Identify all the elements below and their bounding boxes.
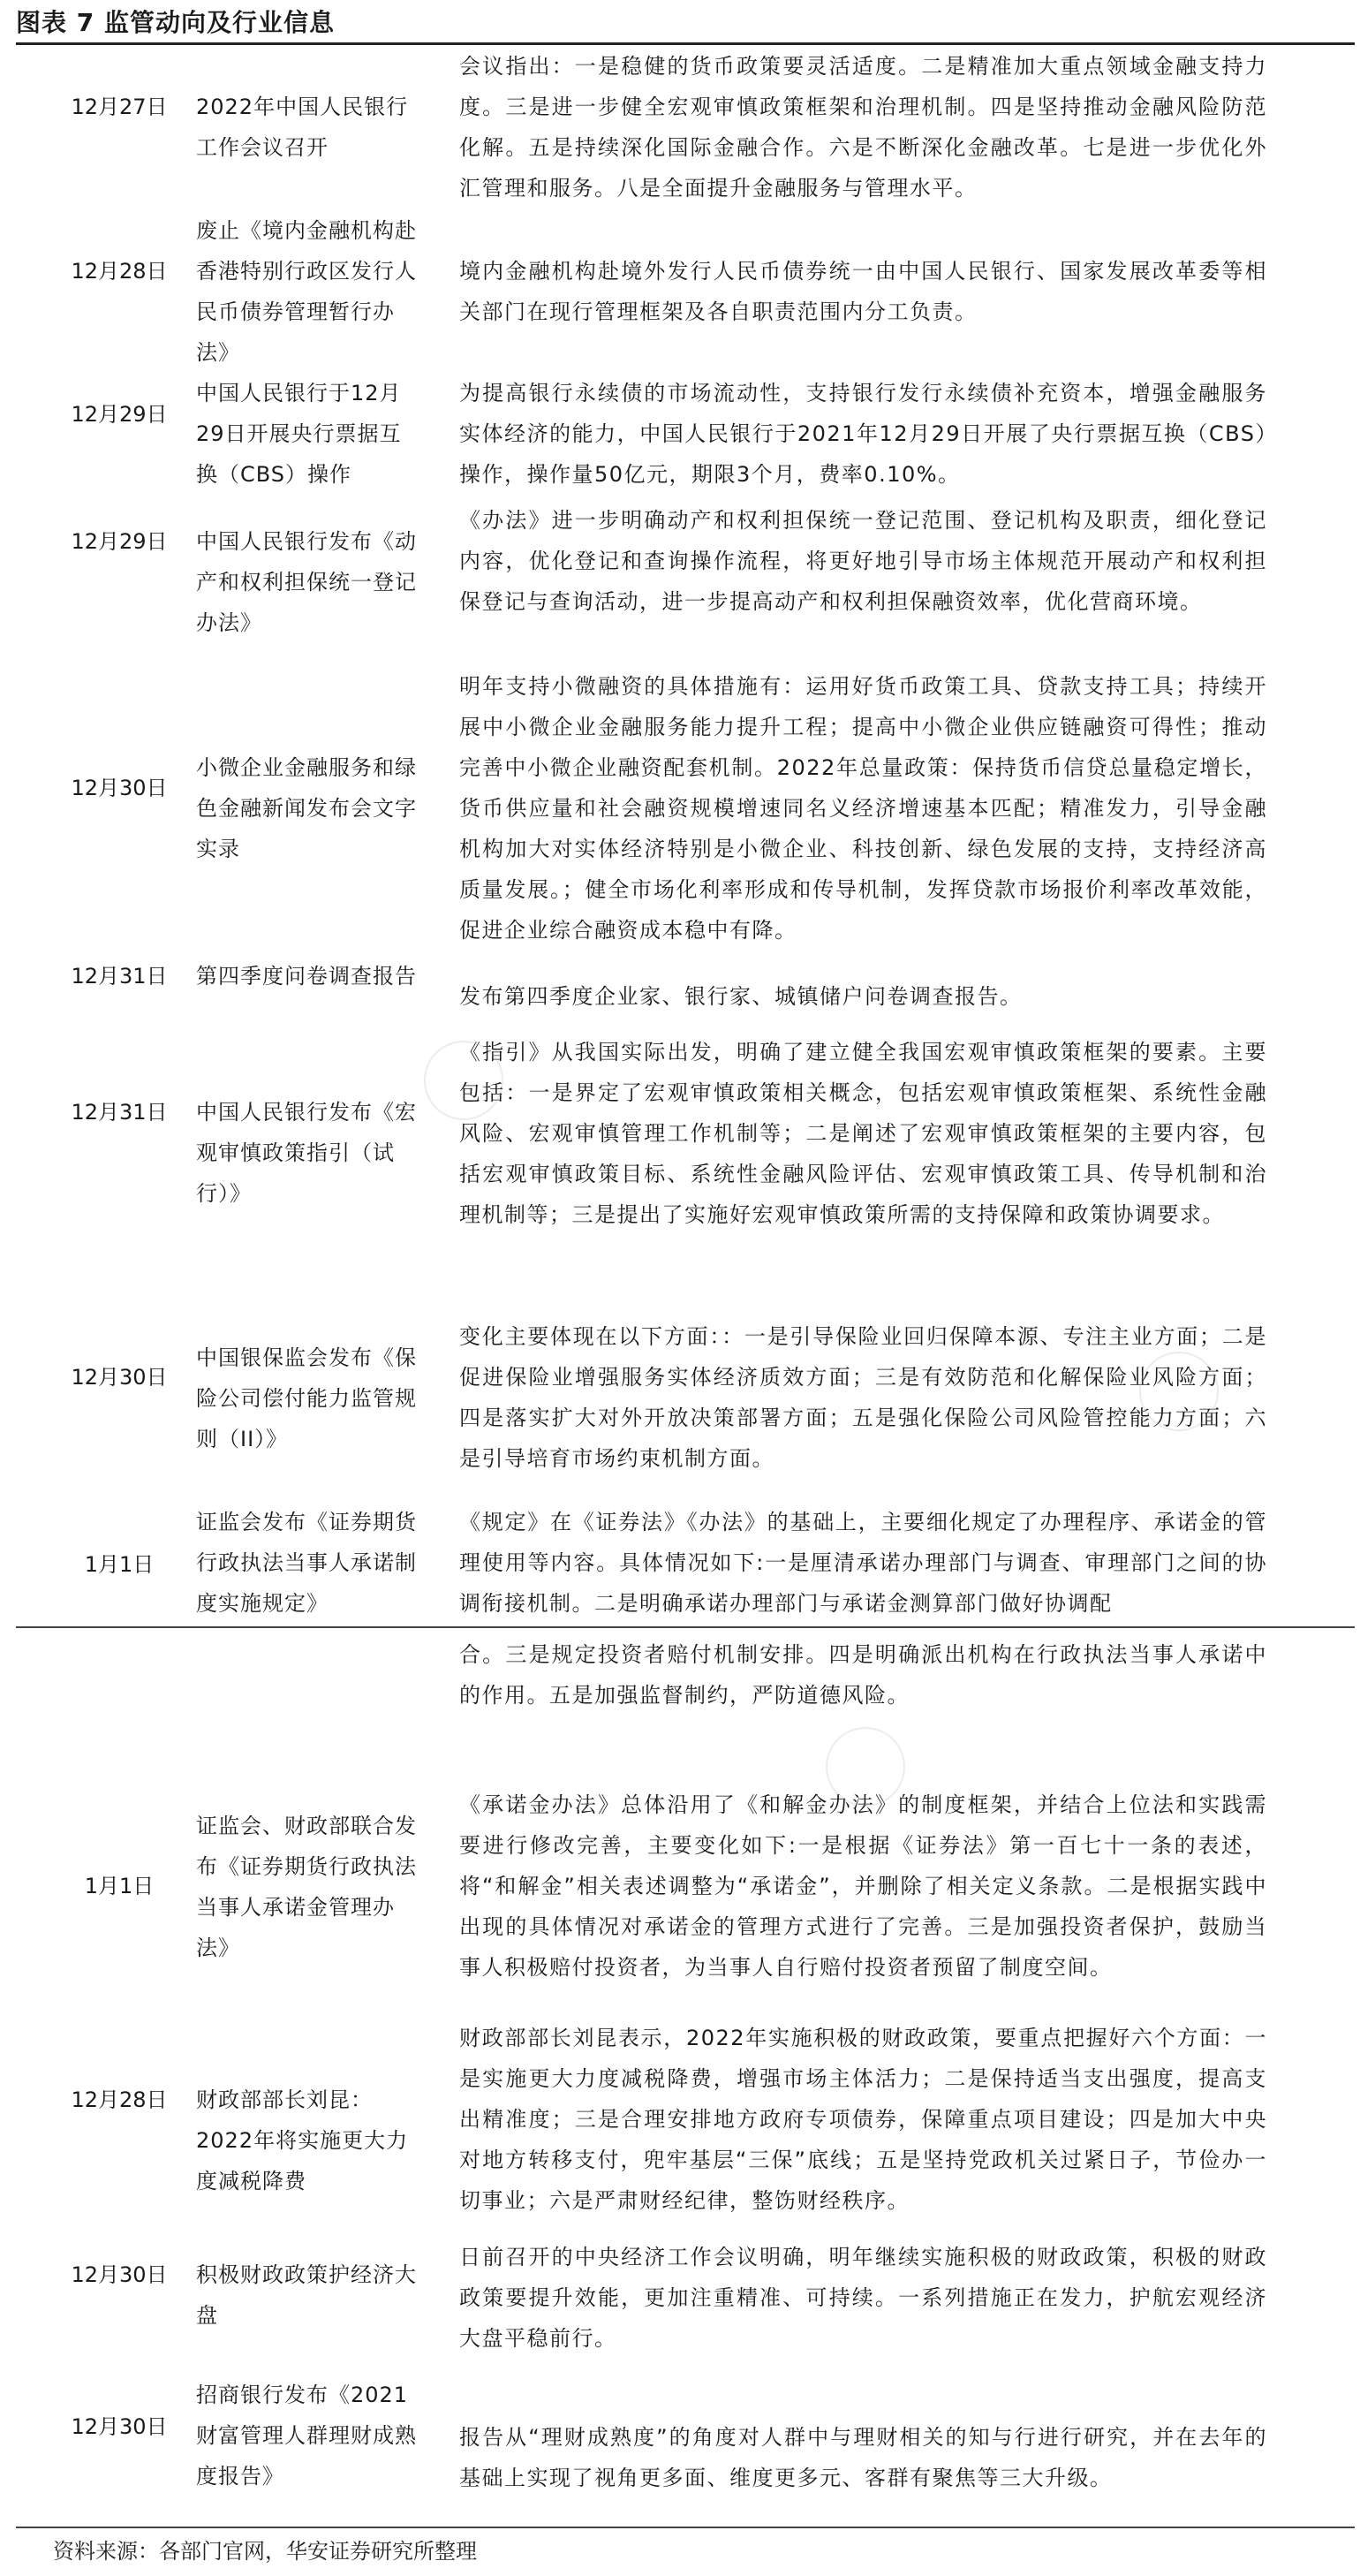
watermark-icon (826, 1727, 905, 1807)
row-event: 中国人民银行发布《动产和权利担保统一登记办法》 (196, 529, 417, 635)
row-date: 1月1日 (84, 1874, 155, 1898)
row-content: 会议指出：一是稳健的货币政策要灵活适度。二是精准加大重点领域金融支持力度。三是进一步健全宏观审慎政策框架和治理机制。四是坚持推动金融风险防范化解。五是持续深化国际金融合作。六是不断深化金融改革。七是进一步优化外汇管理和服务。八是全面提升金融服务与管理水平。 (459, 54, 1267, 201)
row-event: 2022年中国人民银行工作会议召开 (196, 95, 409, 160)
row-content: 变化主要体现在以下方面：：一是引导保险业回归保障本源、专注主业方面；二是促进保险业增强服务实体经济质效方面；三是有效防范和化解保险业风险方面；四是落实扩大对外开放决策部署方面；五是强化保险公司风险管控能力方面；六是引导培育市场约束机制方面。 (459, 1324, 1267, 1471)
row-content: 日前召开的中央经济工作会议明确，明年继续实施积极的财政政策，积极的财政政策要提升效能，更加注重精准、可持续。一系列措施正在发力，护航宏观经济大盘平稳前行。 (459, 2245, 1267, 2351)
row-date: 12月30日 (71, 2262, 168, 2287)
row-content: 《指引》从我国实际出发，明确了建立健全我国宏观审慎政策框架的要素。主要包括：一是界定了宏观审慎政策相关概念，包括宏观审慎政策框架、系统性金融风险、宏观审慎管理工作机制等；二是阐述了宏观审慎政策框架的主要内容，包括宏观审慎政策目标、系统性金融风险评估、宏观审慎政策工具、传导机制和治理机制等；三是提出了实施好宏观审慎政策所需的支持保障和政策协调要求。 (459, 1040, 1267, 1227)
watermark-icon (1139, 1352, 1219, 1431)
row-date: 12月31日 (71, 964, 168, 989)
title-rule (16, 42, 1355, 45)
row-date: 12月28日 (71, 259, 168, 284)
page-break-rule (16, 1626, 1355, 1628)
row-event: 废止《境内金融机构赴香港特别行政区发行人民币债券管理暂行办法》 (196, 218, 417, 365)
row-date: 12月30日 (71, 2414, 168, 2439)
row-date: 12月31日 (71, 1100, 168, 1125)
row-content: 为提高银行永续债的市场流动性，支持银行发行永续债补充资本，增强金融服务实体经济的能力，中国人民银行于2021年12月29日开展了央行票据互换（CBS）操作，操作量50亿元，期限3个月，费率0.10%。 (459, 381, 1267, 487)
row-event: 第四季度问卷调查报告 (196, 964, 417, 989)
row-event: 招商银行发布《2021财富管理人群理财成熟度报告》 (196, 2383, 417, 2489)
row-event: 小微企业金融服务和绿色金融新闻发布会文字实录 (196, 755, 417, 861)
row-event: 证监会发布《证券期货行政执法当事人承诺制度实施规定》 (196, 1510, 417, 1616)
row-event: 证监会、财政部联合发布《证券期货行政执法当事人承诺金管理办法》 (196, 1814, 417, 1960)
row-date: 12月28日 (71, 2087, 168, 2112)
row-date: 12月29日 (71, 529, 168, 554)
row-date: 12月29日 (71, 402, 168, 427)
row-content: 《办法》进一步明确动产和权利担保统一登记范围、登记机构及职责，细化登记内容，优化登记和查询操作流程，将更好地引导市场主体规范开展动产和权利担保登记与查询活动，进一步提高动产和权利担保融资效率，优化营商环境。 (459, 508, 1267, 614)
source-note: 资料来源：各部门官网，华安证券研究所整理 (53, 2539, 477, 2564)
row-event: 中国人民银行于12月29日开展央行票据互换（CBS）操作 (196, 381, 402, 487)
figure-title: 图表 7 监管动向及行业信息 (16, 8, 335, 37)
row-content: 报告从“理财成熟度”的角度对人群中与理财相关的知与行进行研究，并在去年的基础上实现了视角更多面、维度更多元、客群有聚焦等三大升级。 (459, 2425, 1267, 2490)
row-event: 积极财政政策护经济大盘 (196, 2262, 417, 2328)
row-date: 12月30日 (71, 1365, 168, 1390)
row-content: 境内金融机构赴境外发行人民币债券统一由中国人民银行、国家发展改革委等相关部门在现行管理框架及各自职责范围内分工负责。 (459, 259, 1267, 324)
row-event: 财政部部长刘昆：2022年将实施更大力度减税降费 (196, 2087, 409, 2193)
row-content: 发布第四季度企业家、银行家、城镇储户问卷调查报告。 (459, 984, 1023, 1009)
row-event: 中国银保监会发布《保险公司偿付能力监管规则（II）》 (196, 1345, 417, 1451)
row-content: 明年支持小微融资的具体措施有：运用好货币政策工具、贷款支持工具；持续开展中小微企业金融服务能力提升工程；提高中小微企业供应链融资可得性；推动完善中小微企业融资配套机制。2022年总量政策：保持货币信贷总量稳定增长，货币供应量和社会融资规模增速同名义经济增速基本匹配；精准发力，引导金融机构加大对实体经济特别是小微企业、科技创新、绿色发展的支持，支持经济高质量发展。；健全市场化利率形成和传导机制，发挥贷款市场报价利率改革效能，促进企业综合融资成本稳中有降。 (459, 674, 1267, 943)
row-content: 《规定》在《证券法》《办法》的基础上，主要细化规定了办理程序、承诺金的管理使用等内容。具体情况如下:一是厘清承诺办理部门与调查、审理部门之间的协调衔接机制。二是明确承诺办理部门与承诺金测算部门做好协调配 (459, 1510, 1267, 1616)
row-content: 《承诺金办法》总体沿用了《和解金办法》的制度框架，并结合上位法和实践需要进行修改完善，主要变化如下:一是根据《证券法》第一百七十一条的表述，将“和解金”相关表述调整为“承诺金”，并删除了相关定义条款。二是根据实践中出现的具体情况对承诺金的管理方式进行了完善。三是加强投资者保护，鼓励当事人积极赔付投资者，为当事人自行赔付投资者预留了制度空间。 (459, 1792, 1267, 1980)
row-date: 12月30日 (71, 776, 168, 800)
row-date: 12月27日 (71, 95, 168, 119)
table-bottom-rule (16, 2527, 1355, 2528)
row-event: 中国人民银行发布《宏观审慎政策指引（试行）》 (196, 1100, 417, 1206)
row-content-continued: 合。三是规定投资者赔付机制安排。四是明确派出机构在行政执法当事人承诺中的作用。五是加强监督制约，严防道德风险。 (459, 1642, 1267, 1708)
watermark-icon (424, 1041, 503, 1120)
row-content: 财政部部长刘昆表示，2022年实施积极的财政政策，要重点把握好六个方面：一是实施更大力度减税降费，增强市场主体活力；二是保持适当支出强度，提高支出精准度；三是合理安排地方政府专项债券，保障重点项目建设；四是加大中央对地方转移支付，兜牢基层“三保”底线；五是坚持党政机关过紧日子，节俭办一切事业；六是严肃财经纪律，整饬财经秩序。 (459, 2026, 1267, 2213)
row-date: 1月1日 (84, 1552, 155, 1577)
